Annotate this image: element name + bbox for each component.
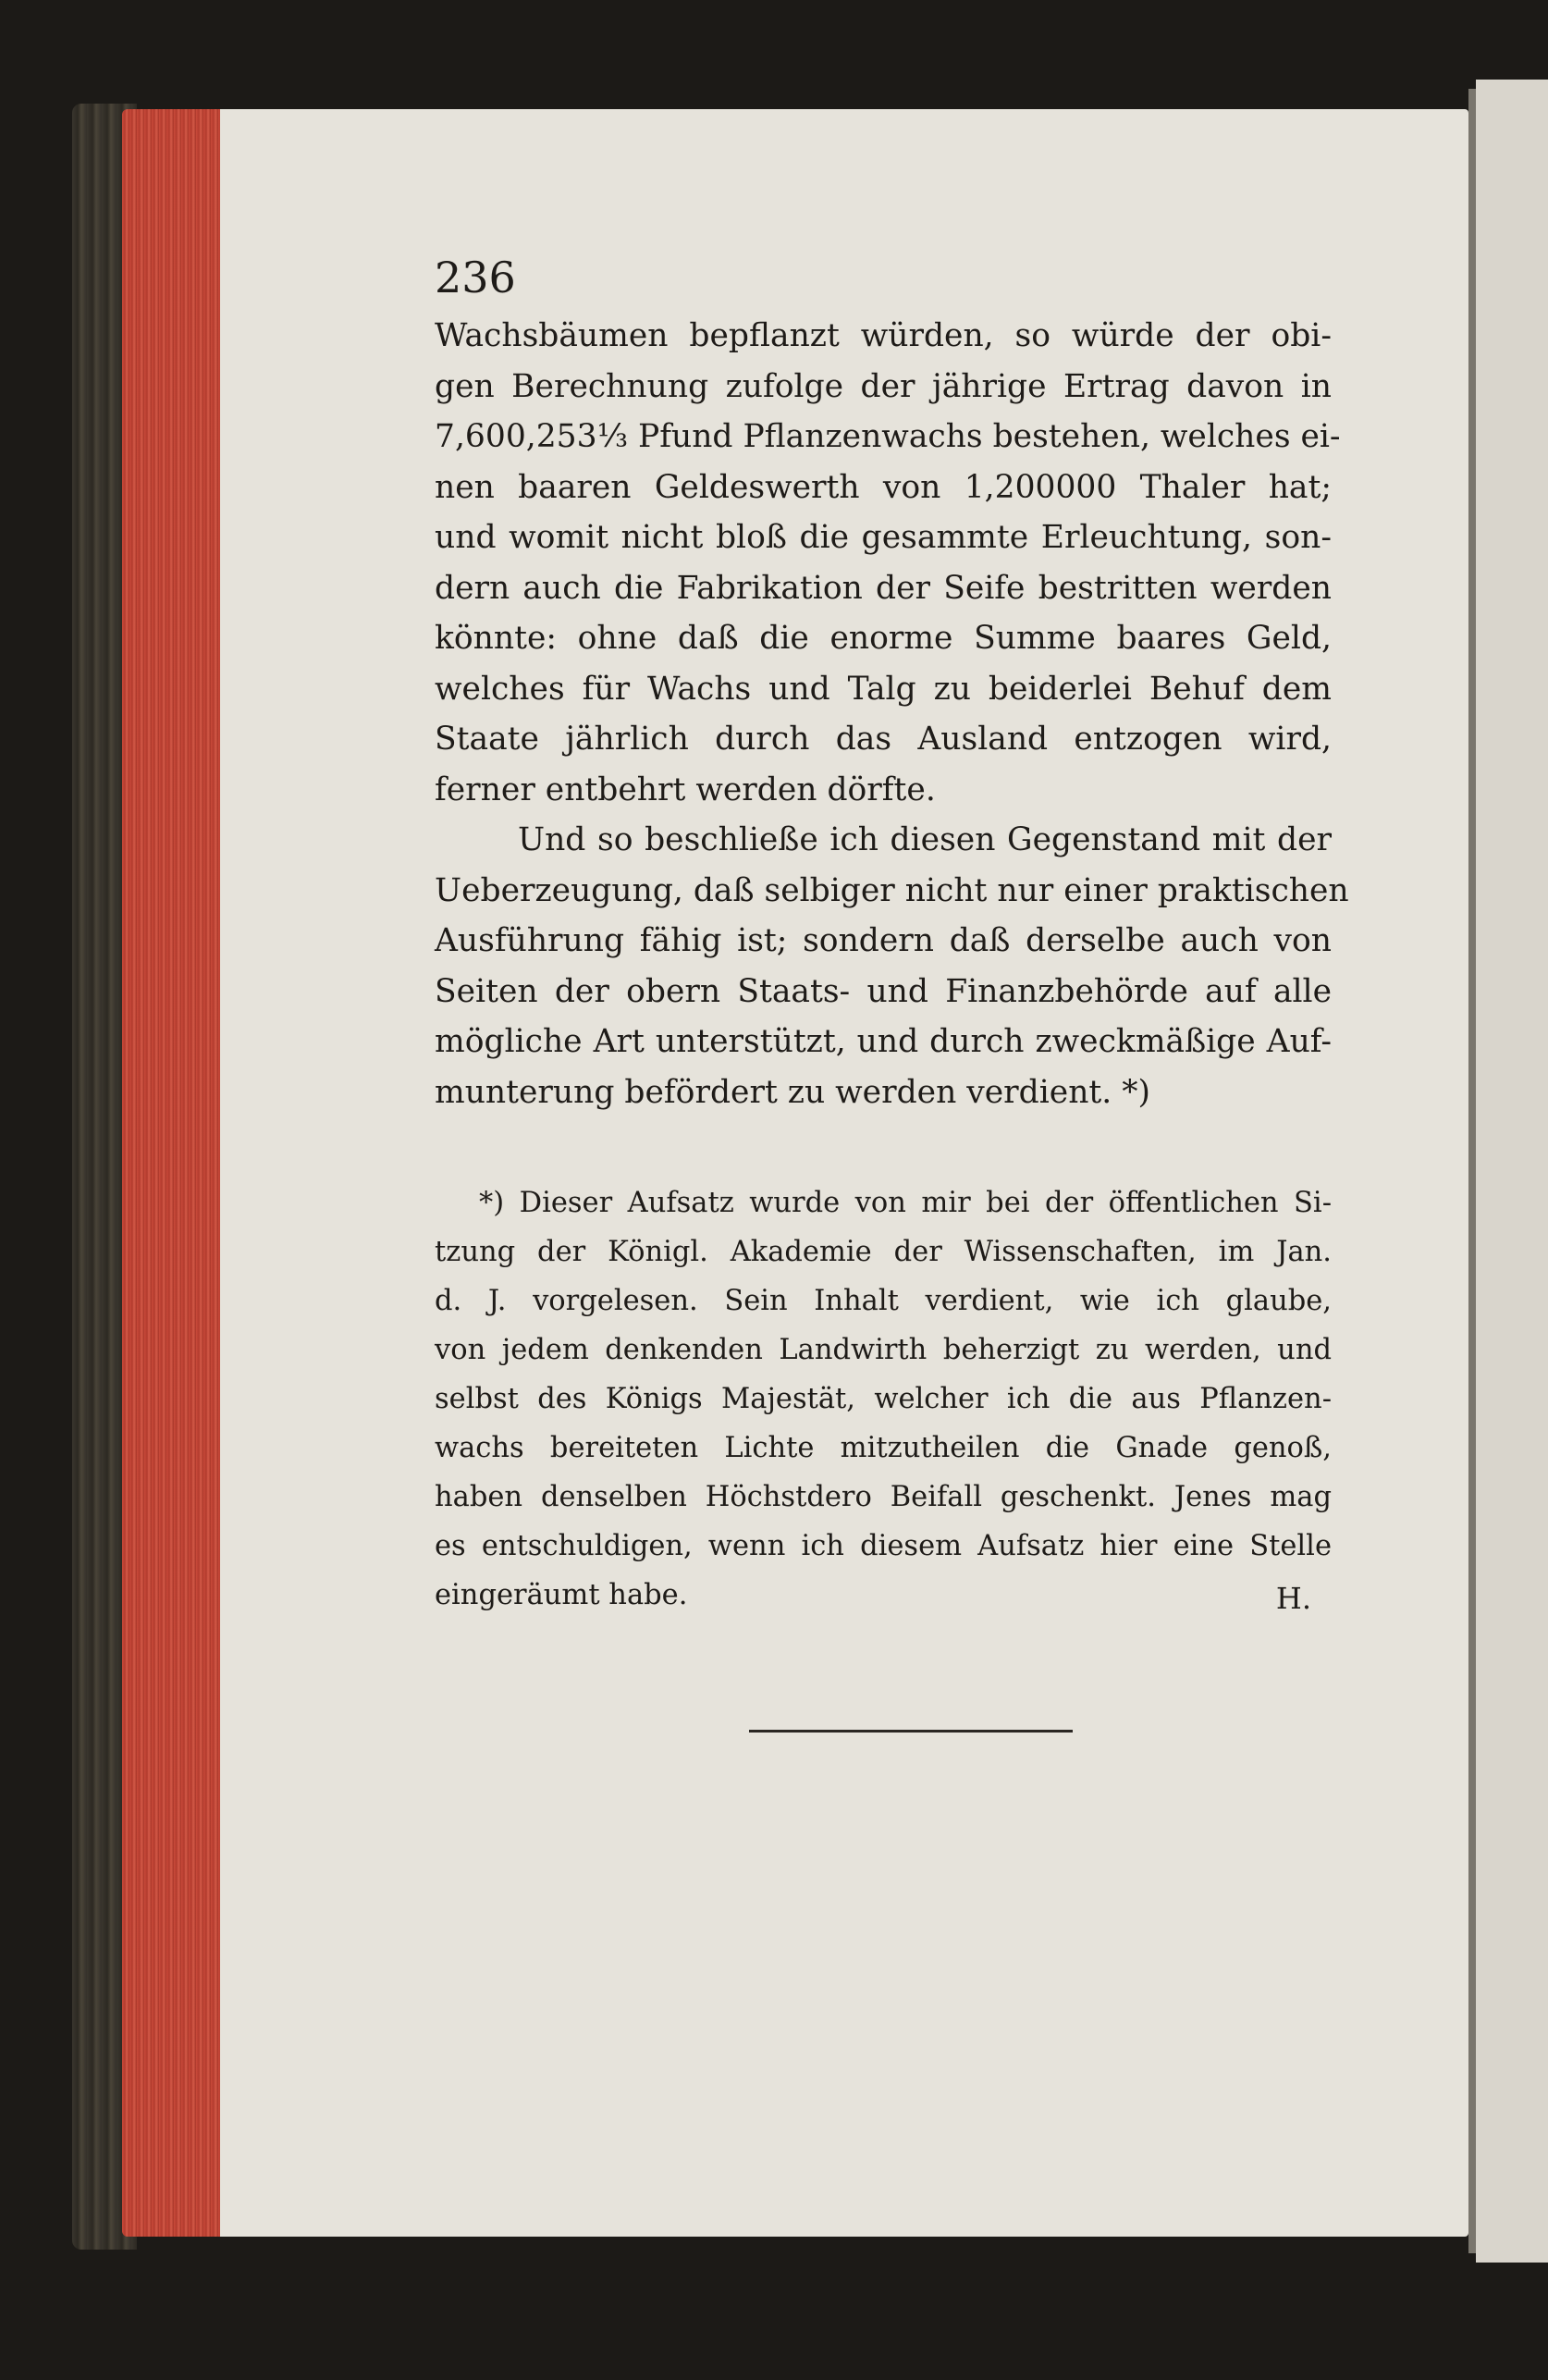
- footnote-line: haben denselben Höchstdero Beifall geschenkt. Jenes mag: [435, 1481, 1332, 1513]
- text-line: munterung befördert zu werden verdient. *): [435, 1073, 1150, 1111]
- footnote-line: d. J. vorgelesen. Sein Inhalt verdient, wie ich glaube,: [435, 1285, 1332, 1317]
- text-line: dern auch die Fabrikation der Seife bestritten werden: [435, 569, 1332, 607]
- footnote-signature: H.: [1275, 1581, 1311, 1616]
- text-line: Staate jährlich durch das Ausland entzogen wird,: [435, 721, 1332, 758]
- footnote-line: selbst des Königs Majestät, welcher ich die aus Pflanzen-: [435, 1383, 1332, 1415]
- text-line: Ueberzeugung, daß selbiger nicht nur einer praktischen: [435, 871, 1349, 909]
- text-line: ferner entbehrt werden dörfte.: [435, 771, 936, 808]
- text-line: welches für Wachs und Talg zu beiderlei Behuf dem: [435, 670, 1332, 708]
- text-line: Und so beschließe ich diesen Gegenstand mit der: [518, 821, 1332, 858]
- footnote-line: tzung der Königl. Akademie der Wissenschaften, im Jan.: [435, 1236, 1332, 1268]
- text-line: 7,600,253⅓ Pfund Pflanzenwachs bestehen, welches ei-: [435, 418, 1341, 455]
- footnote-line: *) Dieser Aufsatz wurde von mir bei der öffentlichen Si-: [479, 1187, 1332, 1219]
- footnote-line: eingeräumt habe.: [435, 1579, 688, 1611]
- text-line: Ausführung fähig ist; sondern daß derselbe auch von: [435, 922, 1332, 959]
- footnote: [435, 1178, 1332, 1620]
- footnote-line: wachs bereiteten Lichte mitzutheilen die Gnade genoß,: [435, 1432, 1332, 1464]
- footnote-line: von jedem denkenden Landwirth beherzigt zu werden, und: [435, 1334, 1332, 1366]
- facing-page-edge: [1476, 80, 1548, 2263]
- text-line: gen Berechnung zufolge der jährige Ertrag davon in: [435, 367, 1332, 405]
- text-line: und womit nicht bloß die gesammte Erleuchtung, son-: [435, 519, 1332, 556]
- page-number: 236: [435, 253, 516, 302]
- text-line: nen baaren Geldeswerth von 1,200000 Thaler hat;: [435, 468, 1332, 506]
- closing-paragraph: [435, 815, 1349, 1117]
- main-paragraph: [435, 311, 1341, 815]
- page-text: [435, 250, 1349, 1620]
- text-line: Seiten der obern Staats- und Finanzbehörde auf alle: [435, 972, 1332, 1010]
- text-line: Wachsbäumen bepflanzt würden, so würde der obi-: [435, 317, 1332, 354]
- footnote-line: es entschuldigen, wenn ich diesem Aufsatz hier eine Stelle: [435, 1530, 1332, 1562]
- footnote-last-line: [435, 1571, 1332, 1620]
- end-rule: [749, 1730, 1073, 1733]
- text-line: könnte: ohne daß die enorme Summe baares Geld,: [435, 620, 1332, 657]
- text-line: mögliche Art unterstützt, und durch zweckmäßige Auf-: [435, 1023, 1332, 1060]
